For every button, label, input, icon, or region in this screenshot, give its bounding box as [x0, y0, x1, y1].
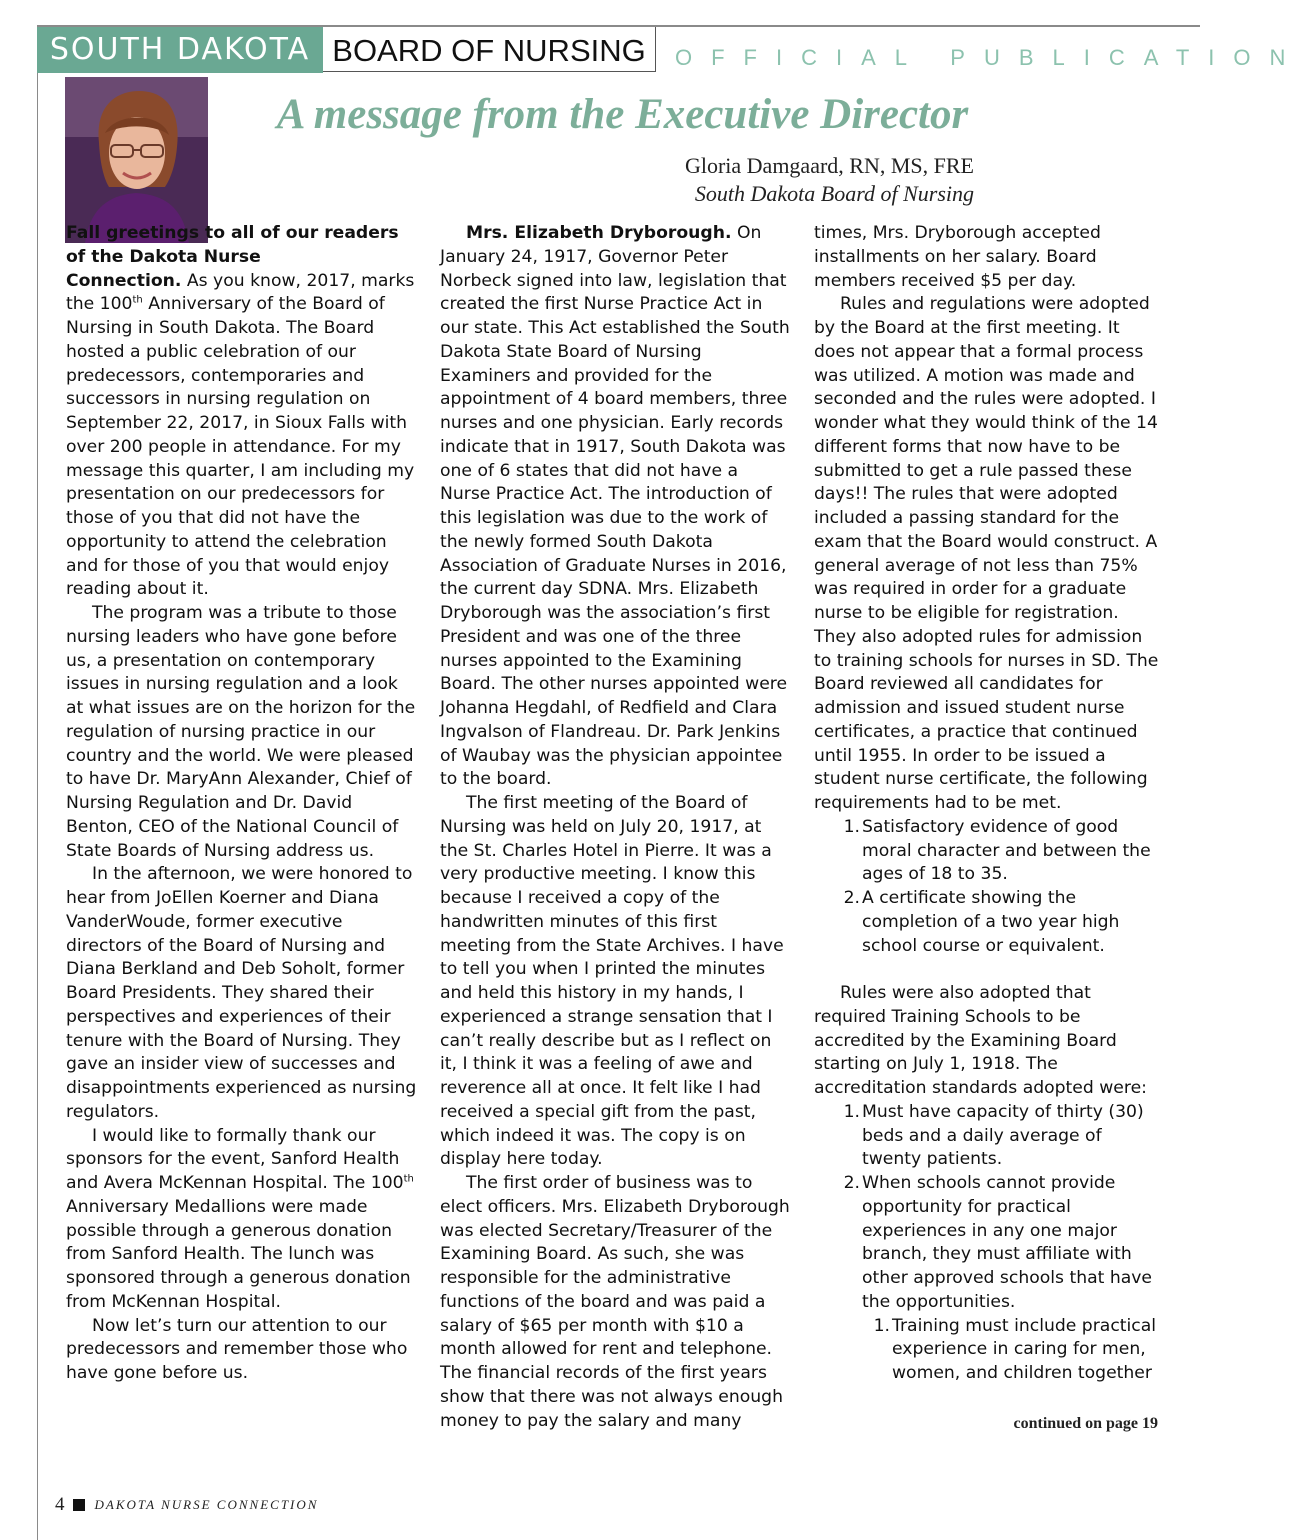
list-text: A certificate showing the completion of a two year high school course or equivalent. — [862, 888, 1120, 956]
list-item — [814, 1101, 1164, 1172]
col2-p1-bold: Mrs. Elizabeth Dryborough. — [466, 223, 732, 243]
col1-paragraph-3: In the afternoon, we were honored to hear from JoEllen Koerner and Diana VanderWoude, former executive directors of the Board of Nursing and Diana Berkland and Deb Soholt, former Board Presidents. They shared their perspectives and experiences of their tenure with the Board of Nursing. They gave an insider view of successes and disappointments experienced as nursing regulators. — [66, 864, 417, 1122]
column-2 — [440, 222, 792, 1433]
sub-list-item — [814, 1315, 1164, 1386]
page-number: 4 — [55, 1494, 65, 1515]
col2-paragraph-1 — [440, 222, 792, 792]
list-number: 2. — [843, 888, 860, 908]
author-portrait — [65, 77, 208, 243]
magazine-name: DAKOTA NURSE CONNECTION — [94, 1497, 319, 1512]
col1-paragraph-4 — [66, 1125, 418, 1315]
list-text: Satisfactory evidence of good moral character and between the ages of 18 to 35. — [862, 816, 1151, 885]
list-number: 1. — [843, 816, 860, 837]
col3-paragraph-3: Rules were also adopted that required Training Schools to be accredited by the Examining Board starting on July 1, 1918. The accreditation standards adopted were: — [814, 983, 1147, 1098]
col1-p4-text-b: Anniversary Medallions were made possible through a generous donation from Sanford Health. The lunch was sponsored through a generous donation from McKennan Hospital. — [66, 1196, 411, 1312]
greeting-lead: Fall greetings to all of our readers of the Dakota Nurse — [66, 223, 399, 267]
column-3 — [814, 222, 1164, 1386]
article-byline — [685, 152, 974, 208]
list-text: When schools cannot provide opportunity for practical experiences in any one major branch, they must affiliate with other approved schools that have the opportunities. — [862, 1173, 1152, 1312]
col1-p4-text-a: I would like to formally thank our sponsors for the event, Sanford Health and Avera McKennan Hospital. The 100 — [66, 1125, 404, 1193]
list-text: Must have capacity of thirty (30) beds and a daily average of twenty patients. — [862, 1101, 1144, 1170]
article-title: A message from the Executive Director — [276, 91, 969, 138]
greeting-lead-end: Connection. — [66, 270, 182, 291]
square-bullet-icon — [73, 1499, 85, 1511]
list-number: 1. — [843, 1101, 860, 1122]
col1-p1-text-a: As you know, 2017, marks the 100 — [66, 270, 415, 315]
author-organization: South Dakota Board of Nursing — [694, 181, 974, 206]
col3-paragraph-1: times, Mrs. Dryborough accepted installments on her salary. Board members received $5 per day. — [814, 223, 1101, 291]
state-banner: SOUTH DAKOTA — [37, 27, 323, 73]
col2-paragraph-3: The first order of business was to elect officers. Mrs. Elizabeth Dryborough was elected Secretary/Treasurer of the Examining Board. As such, she was responsible for the administrative functions of the board and was paid a salary of $65 per month with $10 a month allowed for rent and telephone. The financial records of the first years show that there was not always enough money to pay the salary and many — [440, 1173, 790, 1431]
col3-paragraph-2: Rules and regulations were adopted by the Board at the first meeting. It does not appear that a formal process was utilized. A motion was made and seconded and the rules were adopted. I wonder what they would think of the 14 different forms that now have to be submitted to get a rule passed these days!! The rules that were adopted included a passing standard for the exam that the Board would construct. A general average of not less than 75% was required in order for a graduate nurse to be eligible for registration. They also adopted rules for admission to training schools for nurses in SD. The Board reviewed all candidates for admission and issued student nurse certificates, a practice that continued until 1955. In order to be issued a student nurse certificate, the following requirements had to be met. — [814, 294, 1159, 813]
list-number: 2. — [843, 1173, 860, 1193]
col1-paragraph-5: Now let’s turn our attention to our predecessors and remember those who have gone before us. — [66, 1315, 408, 1383]
author-name: Gloria Damgaard, RN, MS, FRE — [684, 153, 974, 178]
col2-paragraph-2: The first meeting of the Board of Nursing was held on July 20, 1917, at the St. Charles Hotel in Pierre. It was a very productive meeting. I know this because I received a copy of the handwritten minutes of this first meeting from the State Archives. I have to tell you when I printed the minutes and held this history in my hands, I experienced a strange sensation that I can’t really describe but as I reflect on it, I think it was a feeling of awe and reverence all at once. It felt like I had received a special gift from the past, which indeed it was. The copy is on display here today. — [440, 793, 784, 1170]
col1-paragraph-2: The program was a tribute to those nursing leaders who have gone before us, a presentation on contemporary issues in nursing regulation and a look at what issues are on the horizon for the regulation of nursing practice in our country and the world. We were pleased to have Dr. MaryAnn Alexander, Chief of Nursing Regulation and Dr. David Benton, CEO of the National Council of State Boards of Nursing address us. — [66, 603, 416, 861]
publication-label: OFFICIAL PUBLICATION — [675, 45, 1304, 70]
col1-p1-text-b: Anniversary of the Board of Nursing in South Dakota. The Board hosted a public celebration of our predecessors, contemporaries and successors in nursing regulation on September 22, 2017, in Sioux Falls with over 200 people in attendance. For my message this quarter, I am including my presentation on our predecessors for those of you that did not have the opportunity to attend the celebration and for those of you that would enjoy reading about it. — [66, 294, 415, 600]
list-number: 1. — [873, 1315, 890, 1336]
col1-p4-sup: th — [403, 1173, 414, 1185]
col1-p1-sup: th — [132, 294, 143, 306]
list-item — [814, 816, 1164, 887]
column-1 — [66, 222, 418, 1386]
continued-note: continued on page 19 — [1013, 1415, 1158, 1432]
spacer — [814, 958, 1164, 982]
col1-paragraph-1 — [66, 270, 418, 603]
list-text: Training must include practical experience in caring for men, women, and children together — [892, 1315, 1157, 1383]
list-item — [814, 1172, 1164, 1315]
left-rule — [37, 73, 38, 1540]
page-footer — [55, 1494, 318, 1516]
list-item — [814, 887, 1164, 958]
col2-p1-text: On January 24, 1917, Governor Peter Norbeck signed into law, legislation that created the first Nurse Practice Act in our state. This Act established the South Dakota State Board of Nursing Examiners and provided for the appointment of 4 board members, three nurses and one physician. Early records indicate that in 1917, South Dakota was one of 6 states that did not have a Nurse Practice Act. The introduction of this legislation was due to the work of the newly formed South Dakota Association of Graduate Nurses in 2016, the current day SDNA. Mrs. Elizabeth Dryborough was the association’s first President and was one of the three nurses appointed to the Examining Board. The other nurses appointed were Johanna Hegdahl, of Redfield and Clara Ingvalson of Flandreau. Dr. Park Jenkins of Waubay was the physician appointee to the board. — [440, 223, 790, 790]
board-banner: BOARD OF NURSING — [323, 27, 656, 72]
